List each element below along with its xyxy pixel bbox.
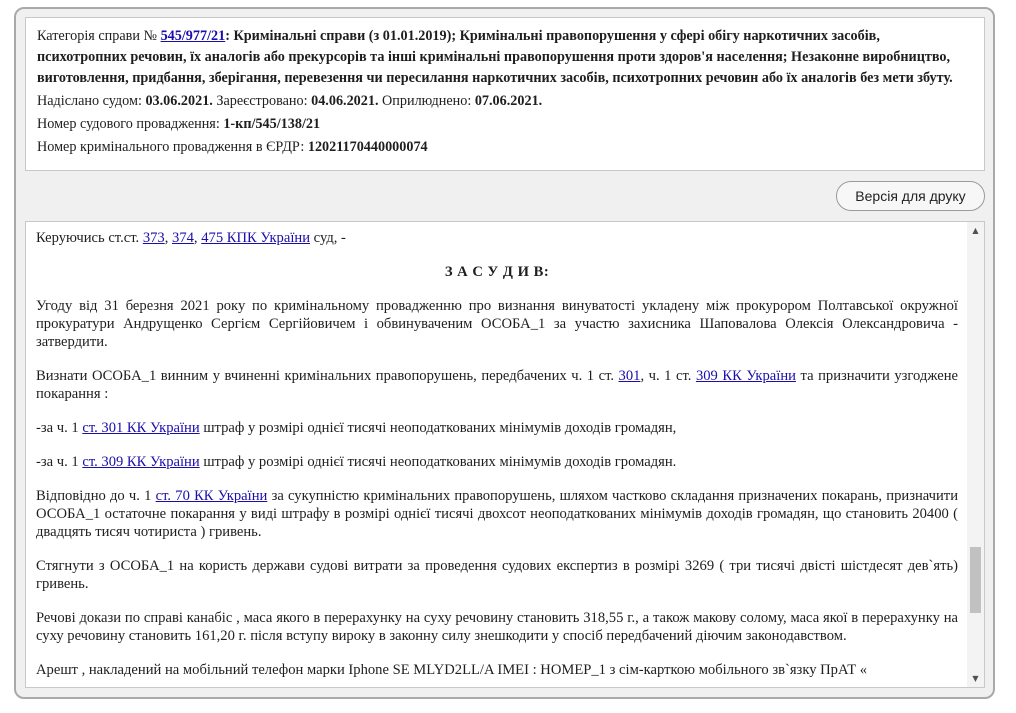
article-374-link[interactable]: 374 xyxy=(172,230,194,246)
p3-mid: , ч. 1 ст. xyxy=(640,368,692,384)
p5-suffix: штраф у розмірі однієї тисячі неоподаткованих мінімумів доходів громадян. xyxy=(203,454,677,470)
p3-suffix: та призначити узгоджене покарання : xyxy=(36,368,958,402)
case-dates xyxy=(37,91,973,112)
cc-309-link[interactable]: ст. 309 КК України xyxy=(82,454,200,470)
paragraph-costs: Стягнути з ОСОБА_1 на користь держави судові витрати за проведення судових експертиз в розмірі 3269 ( три тисячі двісті шістдесят дев`ять) гривень. xyxy=(36,558,958,592)
verdict-heading: З А С У Д И В: xyxy=(444,264,550,280)
scrollbar-thumb[interactable] xyxy=(970,547,981,613)
registered-label: Зареєстровано: xyxy=(216,93,308,109)
sent-label: Надіслано судом: xyxy=(37,93,142,109)
p1-sep1: , xyxy=(164,230,169,246)
cc-301-link[interactable]: ст. 301 КК України xyxy=(82,420,200,436)
sent-date: 03.06.2021. xyxy=(145,93,213,109)
case-number-link[interactable]: 545/977/21 xyxy=(160,28,226,44)
paragraph-governing-articles xyxy=(36,229,958,247)
cc-70-link[interactable]: ст. 70 КК України xyxy=(155,488,268,504)
court-proceeding-number xyxy=(37,114,973,135)
p6-prefix: Відповідно до ч. 1 xyxy=(36,488,152,504)
category-text: : Кримінальні справи (з 01.01.2019); Кримінальні правопорушення у сфері обігу наркотичних засобів, психотропних речовин, їх аналогів або прекурсорів та інші кримінальні правопорушення проти здоров'я населення; Незаконне виробництво, виготовлення, придбання, зберігання, перевезення чи пересилання наркотичних засобів, психотропних речовин або їх аналогів без мети збуту. xyxy=(37,28,953,86)
category-prefix: Категорія справи № xyxy=(37,28,158,44)
p4-suffix: штраф у розмірі однієї тисячі неоподаткованих мінімумів доходів громадян, xyxy=(203,420,677,436)
print-version-button[interactable]: Версія для друку xyxy=(836,181,985,211)
document-text-box[interactable] xyxy=(25,221,985,688)
published-label: Оприлюднено: xyxy=(382,93,472,109)
paragraph-agreement: Угоду від 31 березня 2021 року по кримінальному провадженню про визнання винуватості укладену між прокурором Полтавської окружної прокуратури Андрущенко Сергієм Сергійовичем і обвинуваченим ОСОБА_1 за участю захисника Шаповалова Олексія Олександровича - затвердити. xyxy=(36,298,958,350)
court-proc-label: Номер судового провадження: xyxy=(37,116,220,132)
paragraph-arrest: Арешт , накладений на мобільний телефон марки Iphone SE MLYD2LL/A IMEI : НОМЕР_1 з сім-карткою мобільного зв`язку ПрАТ « xyxy=(36,662,868,678)
published-date: 07.06.2021. xyxy=(474,93,543,109)
p1-sep2: , xyxy=(193,230,198,246)
case-info-panel xyxy=(25,17,985,171)
paragraph-guilty xyxy=(36,367,958,403)
criminal-proceeding-number xyxy=(37,137,973,158)
case-category xyxy=(37,26,973,89)
article-373-link[interactable]: 373 xyxy=(142,230,165,246)
article-475-link[interactable]: 475 КПК України xyxy=(201,230,311,246)
paragraph-fine-309 xyxy=(36,453,958,471)
p5-prefix: -за ч. 1 xyxy=(36,454,79,470)
p1-suffix: суд, - xyxy=(313,230,346,246)
criminal-proc-value: 12021170440000074 xyxy=(307,139,428,155)
scroll-down-icon[interactable]: ▼ xyxy=(972,674,979,683)
p4-prefix: -за ч. 1 xyxy=(36,420,79,436)
scroll-up-icon[interactable]: ▲ xyxy=(972,226,979,235)
criminal-proc-label: Номер кримінального провадження в ЄРДР: xyxy=(37,139,305,155)
article-309-link[interactable]: 309 КК України xyxy=(695,368,796,384)
p3-prefix: Визнати ОСОБА_1 винним у вчиненні кримінальних правопорушень, передбачених ч. 1 ст. xyxy=(36,368,614,384)
p1-prefix: Керуючись ст.ст. xyxy=(36,230,140,246)
paragraph-fine-301 xyxy=(36,419,958,437)
court-proc-value: 1-кп/545/138/21 xyxy=(223,116,321,132)
registered-date: 04.06.2021. xyxy=(311,93,379,109)
article-301-link[interactable]: 301 xyxy=(618,368,641,384)
document-content xyxy=(36,229,958,688)
paragraph-total-penalty xyxy=(36,487,958,541)
vertical-scrollbar[interactable] xyxy=(967,222,984,687)
p6-suffix: за сукупністю кримінальних правопорушень, шляхом частково складання призначених покарань, призначити ОСОБА_1 остаточне покарання у виді штрафу в розмірі однієї тисячі двохсот неоподаткованих мінімумів доходів громадян, що становить 20400 ( двадцять тисяч чотириста ) гривень. xyxy=(36,488,958,540)
paragraph-evidence: Речові докази по справі канабіс , маса якого в перерахунку на суху речовину становить 318,55 г., а також макову солому, маса якої в перерахунку на суху речовину становить 161,20 г. після вступу вироку в законну силу знешкодити у спосіб передбачений діючим законодавством. xyxy=(36,610,958,644)
